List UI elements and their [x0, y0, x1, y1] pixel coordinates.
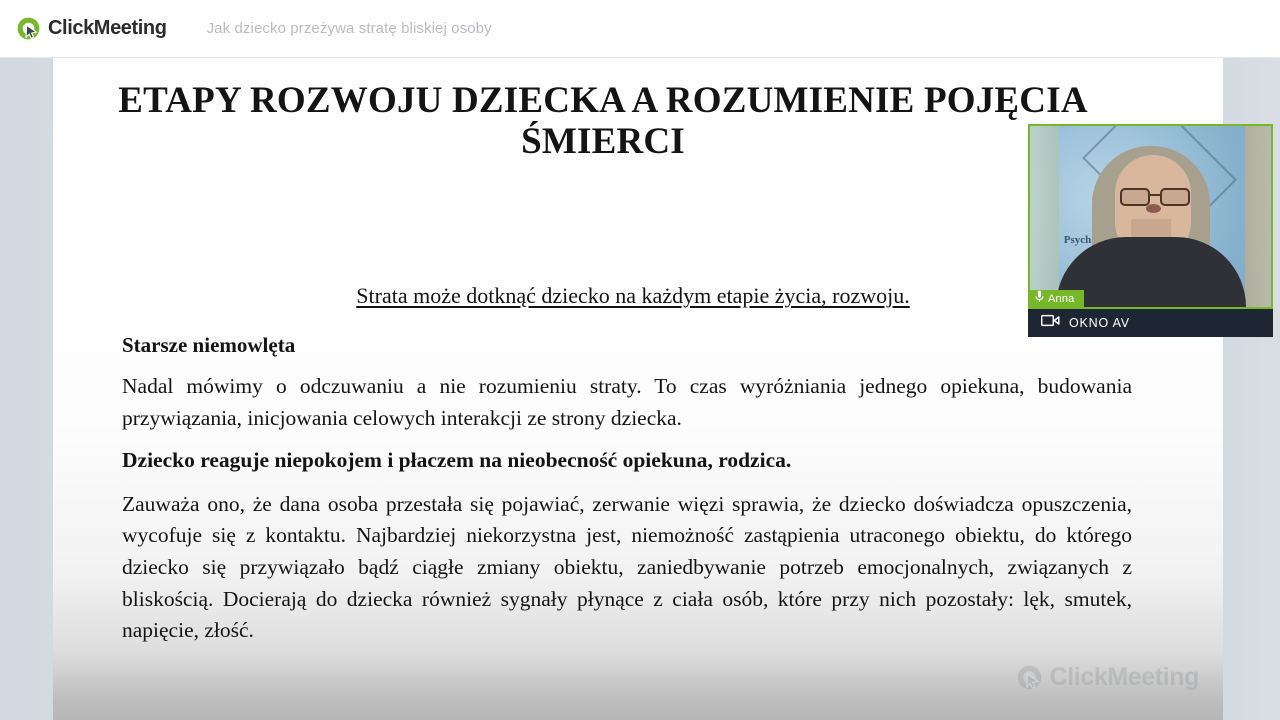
paragraph-2-bold: Dziecko reaguje niepokojem i płaczem na nieobecność opiekuna, rodzica. [122, 448, 792, 473]
glasses-bridge [1150, 194, 1160, 197]
clickmeeting-cursor-logo [1016, 664, 1043, 691]
slide-body [122, 333, 1132, 647]
glasses-lens-right [1160, 188, 1190, 206]
camera-image [1030, 126, 1271, 307]
brand-name: ClickMeeting [48, 17, 167, 39]
presentation-stage [0, 58, 1280, 720]
camera-bg-text-line2: Psych [1063, 234, 1092, 247]
watermark-text: ClickMeeting [1049, 663, 1199, 691]
participant-name: Anna [1048, 292, 1075, 305]
app-header [0, 0, 1280, 58]
stage-left-margin [0, 58, 52, 720]
participant-name-badge [1030, 290, 1084, 307]
glasses-lens-left [1120, 188, 1150, 206]
camera-bg-right [1245, 126, 1272, 307]
clickmeeting-cursor-logo [16, 16, 41, 41]
participant-glasses [1120, 188, 1190, 206]
brand-logo[interactable] [16, 16, 167, 41]
camera-bg-left [1030, 126, 1059, 307]
slide-subtitle: Strata może dotknąć dziecko na każdym etapie życia, rozwoju. [356, 283, 910, 308]
paragraph-1: Nadal mówimy o odczuwaniu a nie rozumieniu straty. To czas wyróżniania jednego opiekuna, budowania przywiązania, inicjowania celowych interakcji ze strony dziecka. [122, 374, 1132, 430]
session-title: Jak dziecko przeżywa stratę bliskiej osoby [206, 20, 492, 37]
camera-feed[interactable] [1028, 124, 1273, 309]
participant-mouth [1146, 204, 1161, 213]
paragraph-3: Zauważa ono, że dana osoba przestała się pojawiać, zerwanie więzi sprawia, że dziecko doświadcza opuszczenia, wycofuje się z kontaktu. Najbardziej niekorzystna jest, niemożność zastąpienia utraconego obiektu, do którego dziecko się przywiązało bądź ciągłe zmiany obiektu, zaniedbywanie potrzeb emocjonalnych, związanych z bliskością. Docierają do dziecka również sygnały płynące z ciała osób, które przy nich pozostały: lęk, smutek, napięcie, złość. [122, 491, 1132, 643]
section-heading: Starsze niemowlęta [122, 333, 296, 357]
av-window-label: OKNO AV [1069, 316, 1130, 330]
microphone-icon [1035, 290, 1044, 308]
av-window-bar[interactable] [1028, 309, 1273, 337]
video-camera-icon [1041, 314, 1060, 332]
slide-title: ETAPY ROZWOJU DZIECKA A ROZUMIENIE POJĘCIA ŚMIERCI [118, 80, 1088, 163]
video-tile[interactable] [1028, 124, 1273, 337]
clickmeeting-watermark [1016, 663, 1199, 692]
